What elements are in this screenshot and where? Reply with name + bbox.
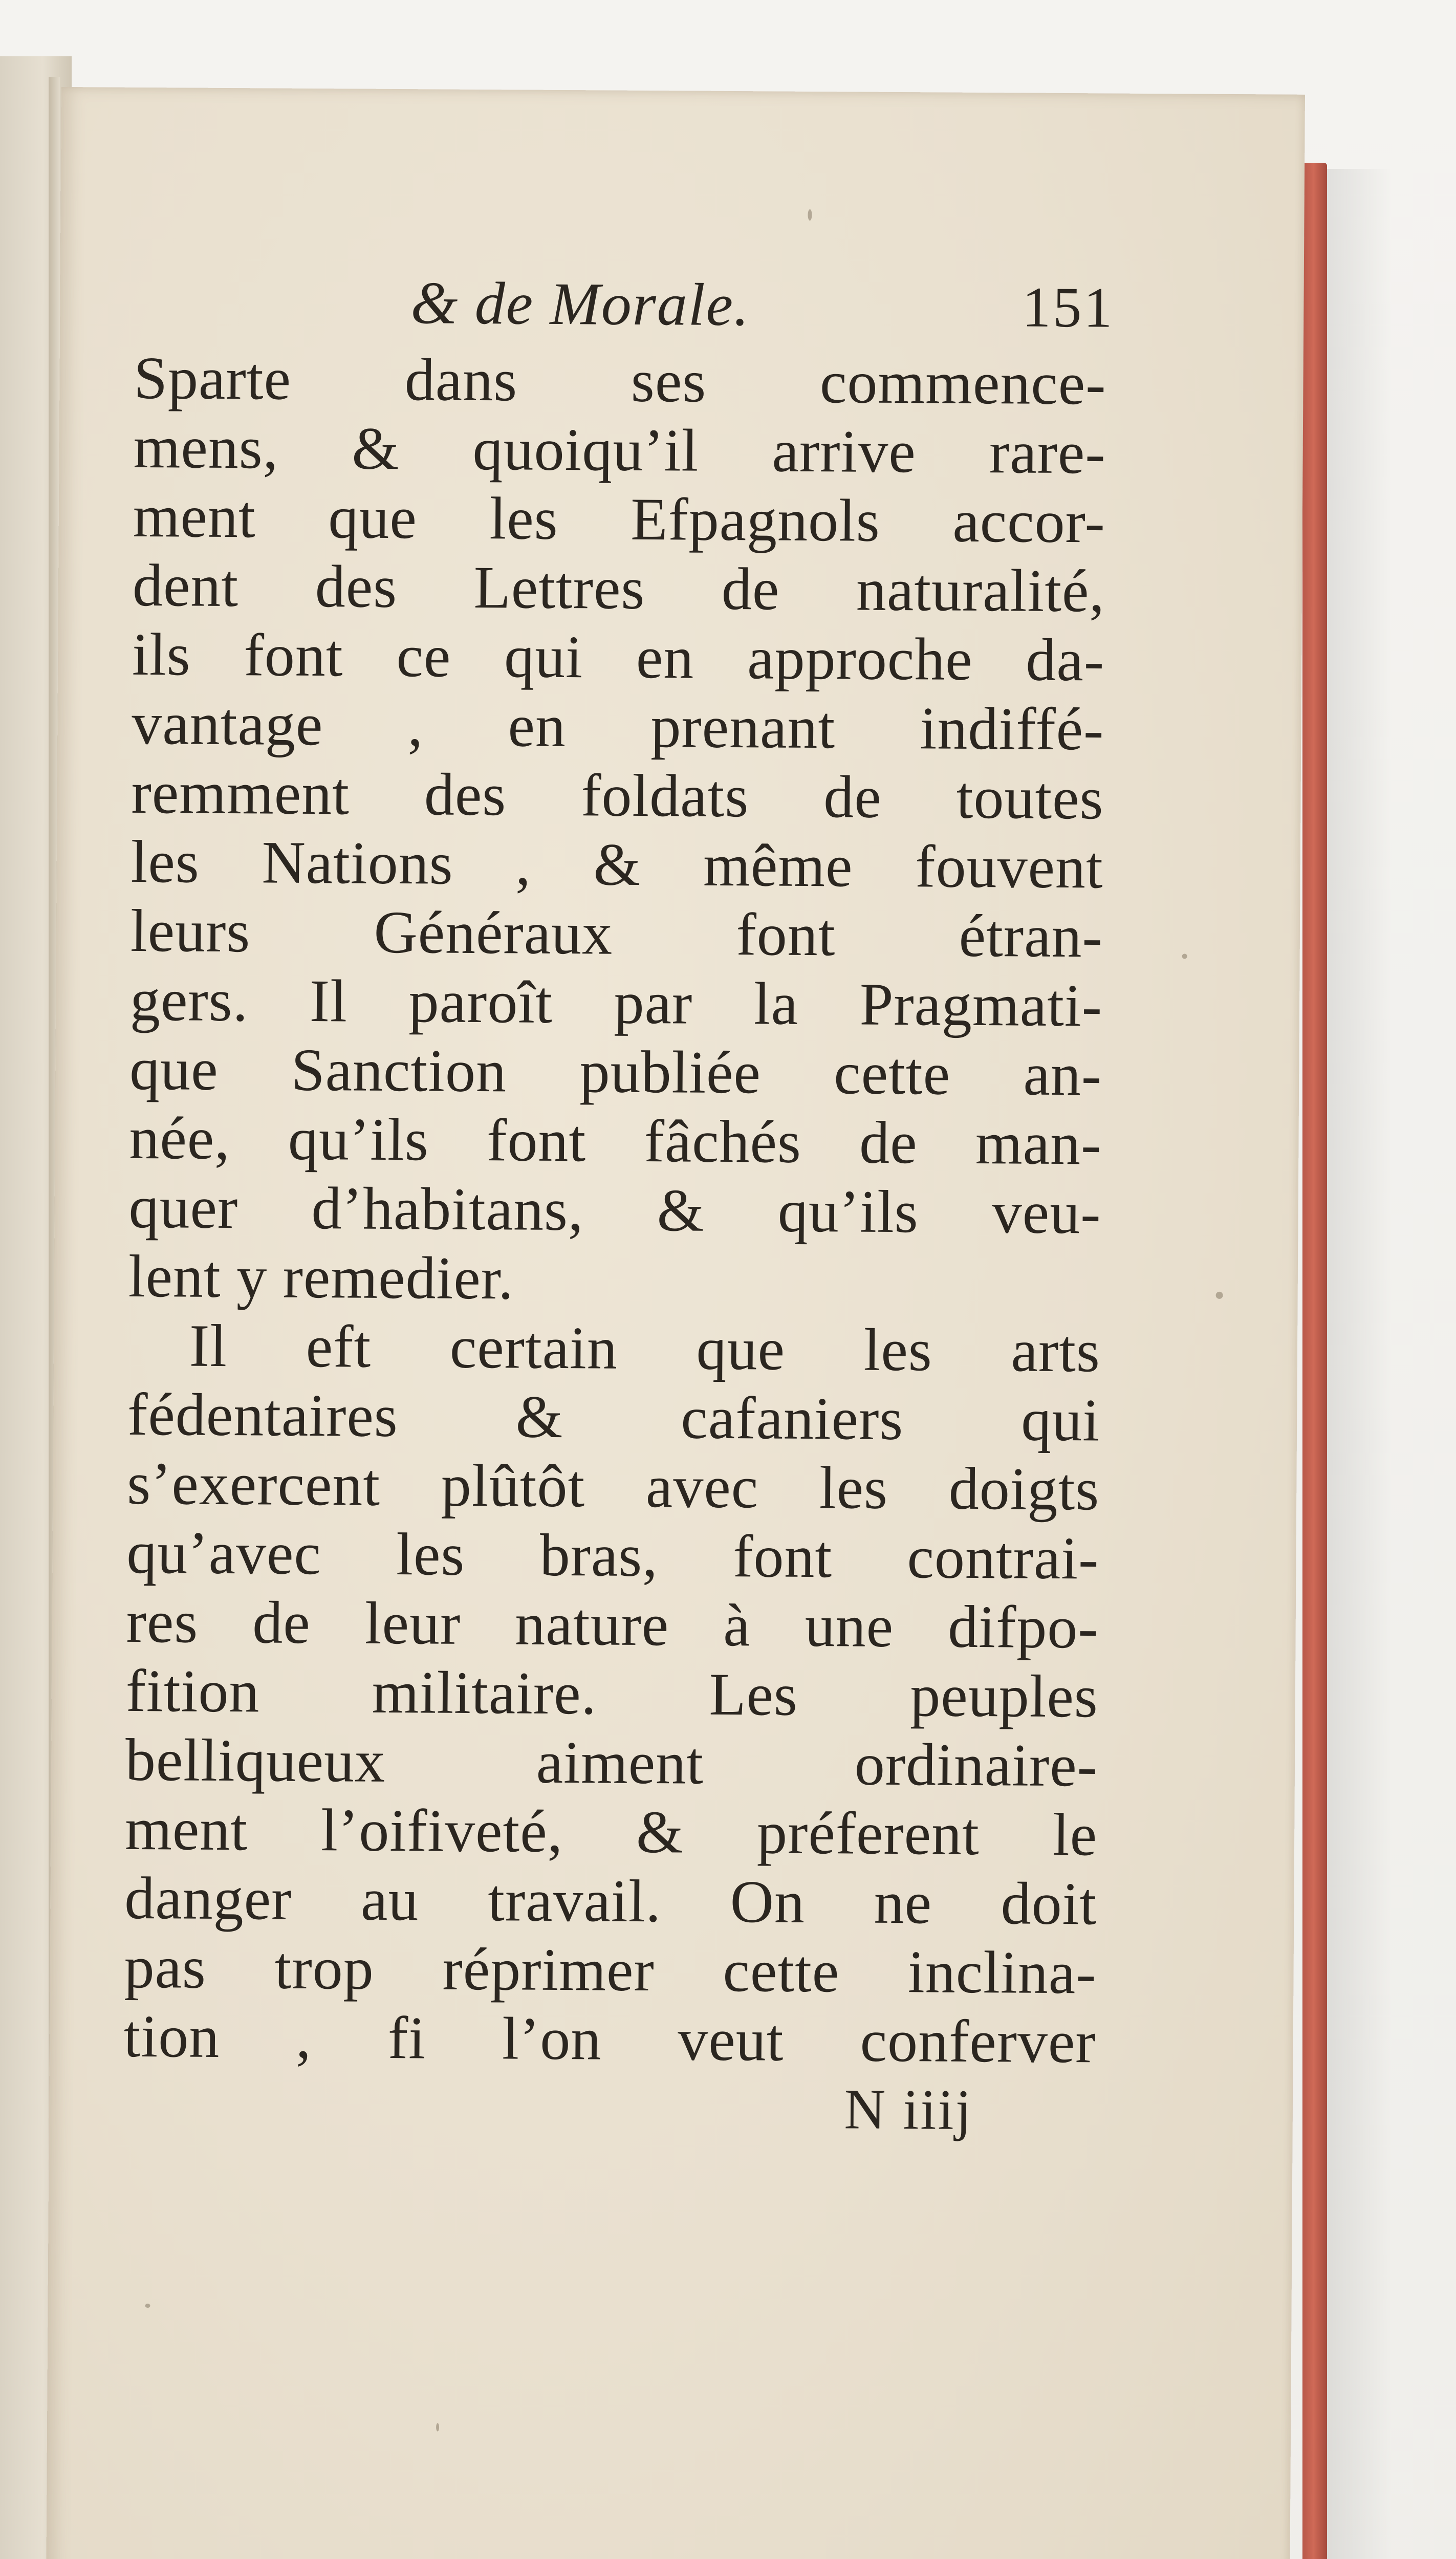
text-line: fédentaires & cafaniers qui [127,1380,1100,1454]
text-line: que Sanction publiée cette an- [129,1035,1102,1109]
text-line: vantage , en prenant indiffé- [132,689,1104,763]
signature-mark: N iiij [844,2077,973,2142]
running-head [134,267,1115,350]
text-line: tion , fi l’on veut conferver [123,2002,1097,2076]
text-line: dent des Lettres de naturalité, [132,551,1105,625]
page-number: 151 [1022,275,1115,340]
text-line: quer d’habitans, & qu’ils veu- [128,1173,1101,1247]
paper-speck [1182,953,1187,959]
text-line: ils font ce qui en approche da- [132,620,1105,694]
text-line: ment que les Efpagnols accor- [133,482,1106,556]
text-line: leurs Généraux font étran- [130,897,1103,970]
paper-speck [808,209,812,221]
book-page [46,87,1305,2559]
body-text [123,343,1106,2077]
text-line: remment des foldats de toutes [131,758,1104,832]
text-line: pas trop réprimer cette inclina- [124,1933,1097,2007]
text-line: res de leur nature à une difpo- [126,1588,1099,1661]
text-line: Sparte dans ses commence- [134,344,1106,418]
text-line: belliqueux aiment ordinaire- [125,1726,1098,1799]
text-line: s’exercent plûtôt avec les doigts [126,1449,1100,1523]
paper-speck [1216,1292,1223,1299]
red-page-edge [1302,163,1327,2559]
text-line: danger au travail. On ne doit [124,1864,1097,1938]
text-line: ment l’oifiveté, & préferent le [124,1795,1098,1869]
paper-speck [436,2423,439,2432]
text-block [123,267,1115,2146]
text-line: qu’avec les bras, font contrai- [126,1519,1099,1592]
text-line: les Nations , & même fouvent [131,828,1104,901]
running-title: & de Morale. [410,269,750,339]
text-line: lent y remedier. [128,1242,514,1312]
text-line: Il eft certain que les arts [189,1312,1101,1385]
text-line: née, qu’ils font fâchés de man- [129,1104,1102,1178]
text-line: mens, & quoiqu’il arrive rare- [133,413,1106,487]
paper-speck [145,2304,150,2308]
text-line: gers. Il paroît par la Pragmati- [129,966,1103,1039]
text-line: fition militaire. Les peuples [125,1657,1099,1730]
